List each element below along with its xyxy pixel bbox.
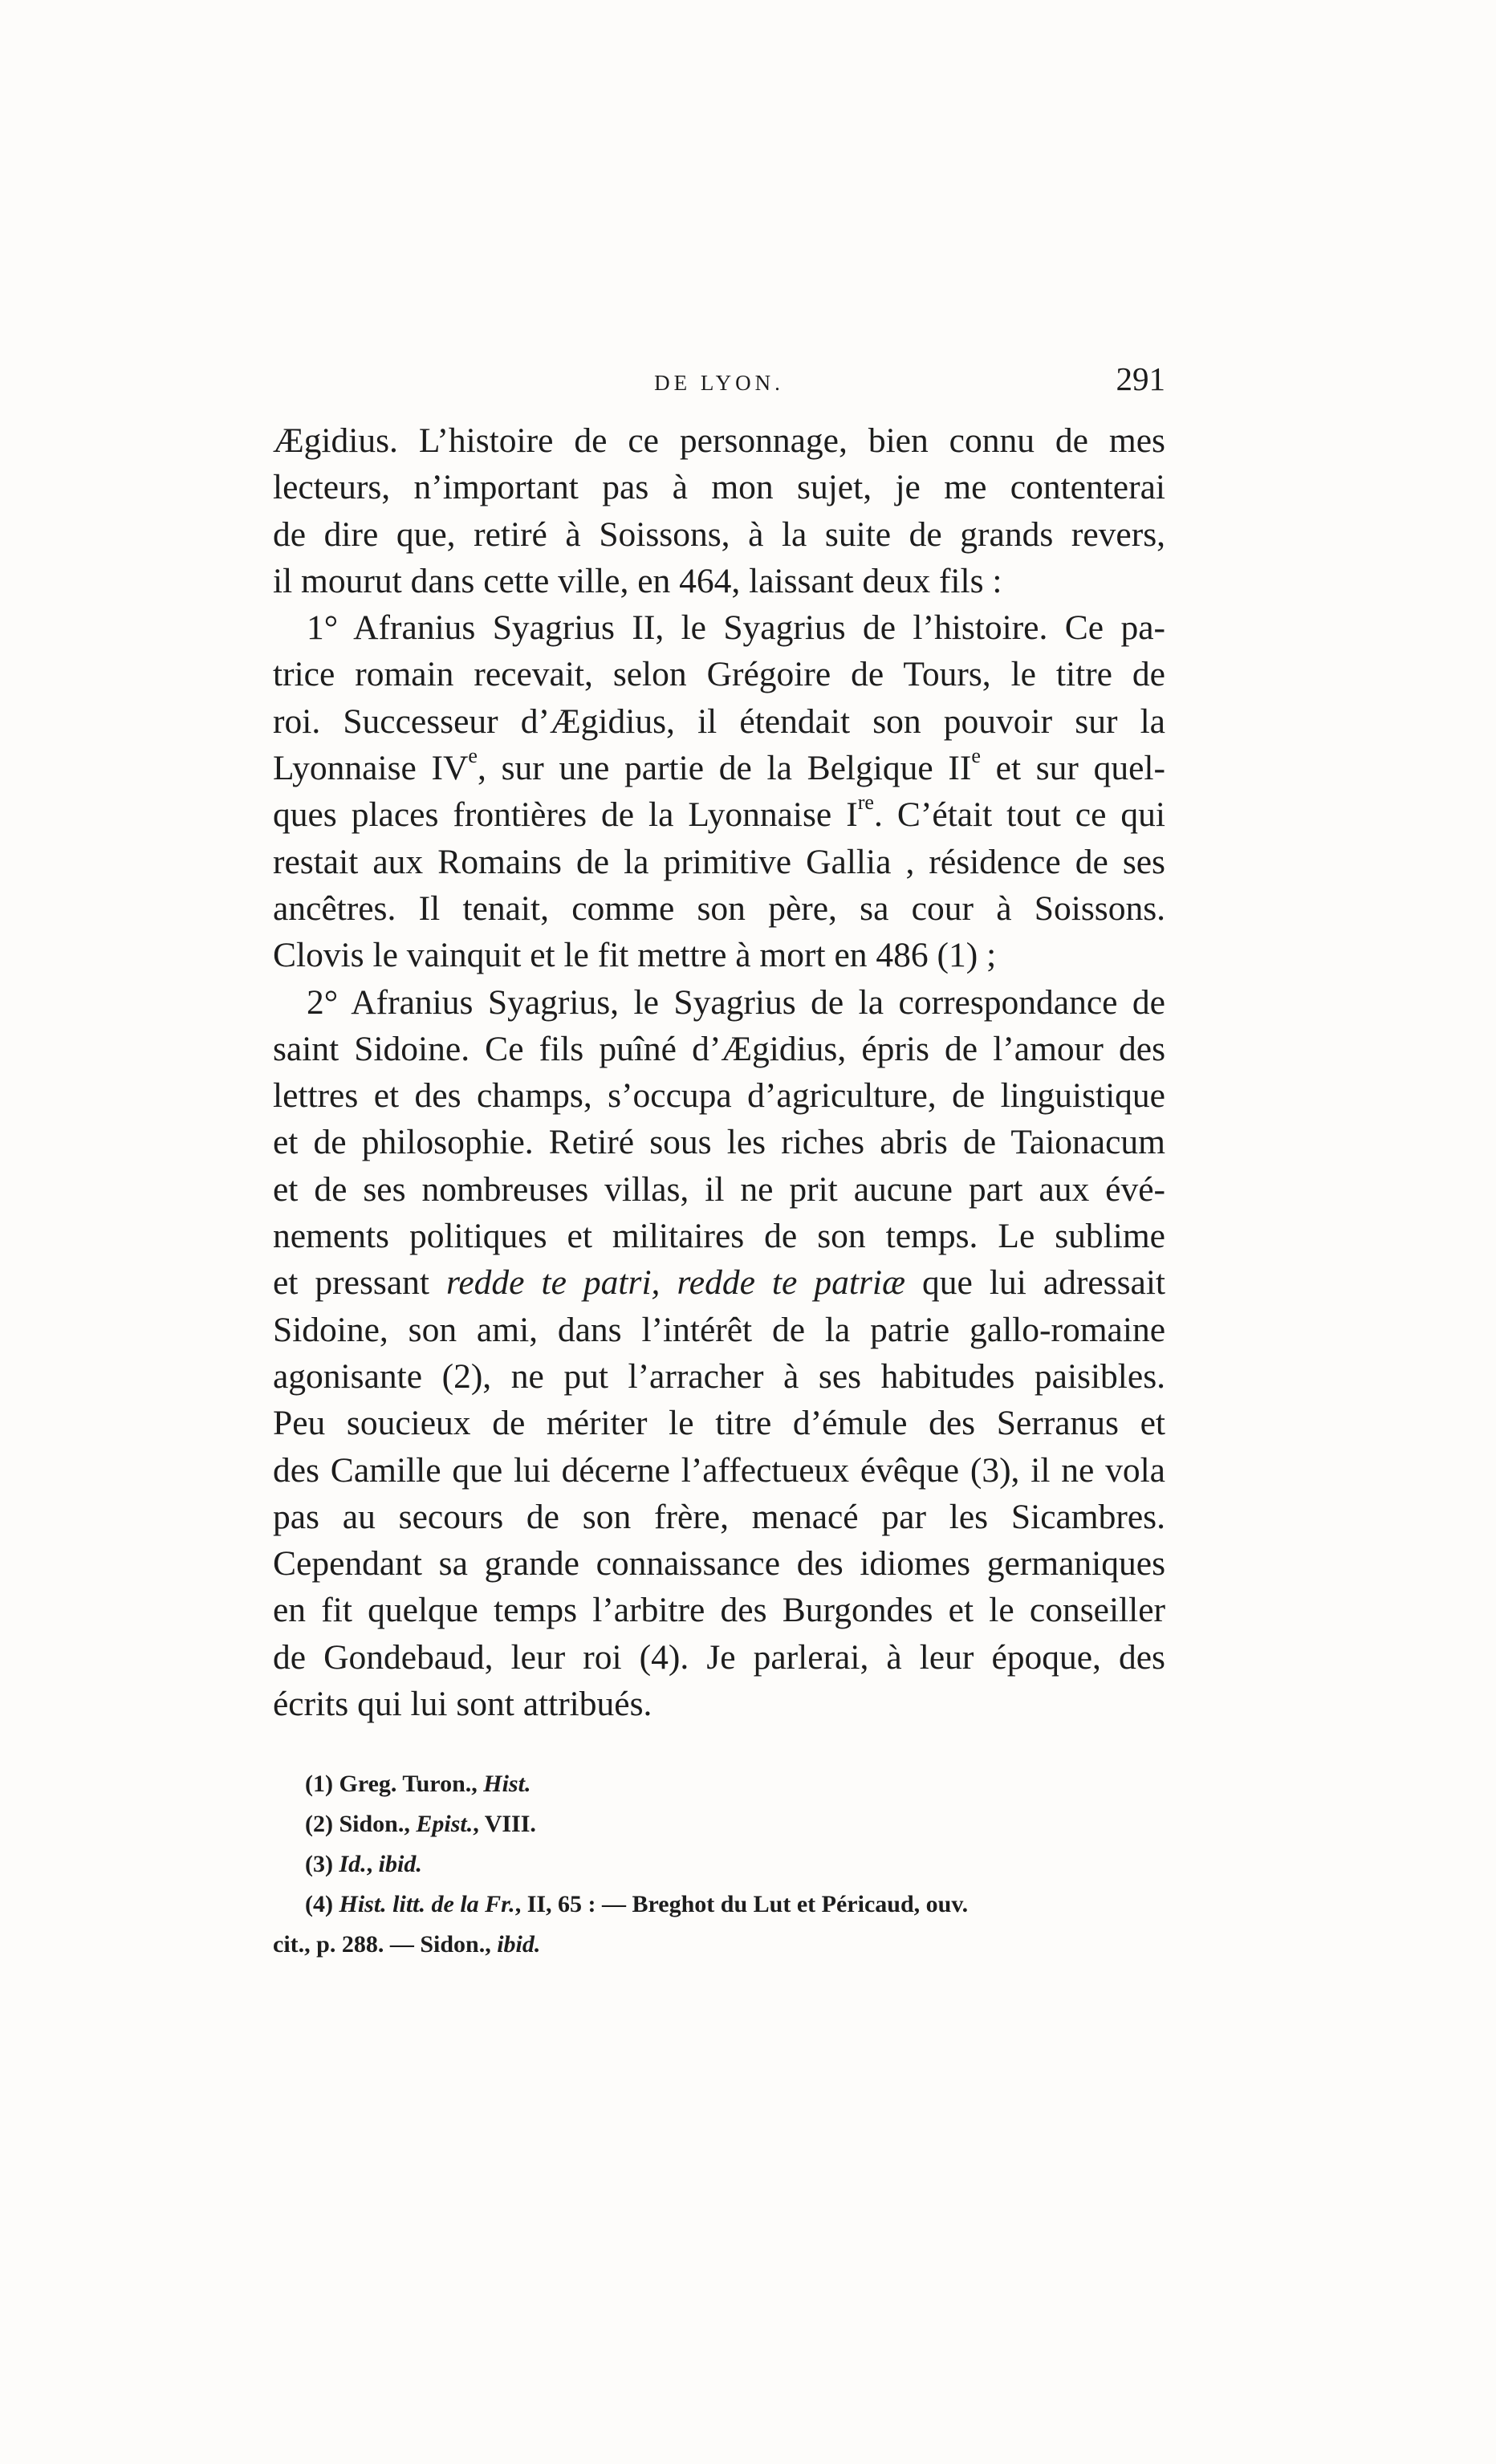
- footnote-text: , VIII.: [473, 1811, 536, 1838]
- footnote-text: (3): [305, 1851, 339, 1878]
- text-line: il mourut dans cette ville, en 464, laissant deux fils :: [273, 561, 1002, 600]
- body-text: [273, 417, 1165, 1727]
- text-line: [273, 745, 1165, 791]
- footnote: [273, 1844, 1165, 1885]
- footnote-text: (1) Greg. Turon.,: [305, 1771, 484, 1798]
- text-segment: , sur une partie de la Belgique II: [478, 749, 972, 788]
- text-line: [273, 1259, 1165, 1306]
- running-head: [273, 353, 1165, 417]
- footnote-text: ,: [366, 1851, 379, 1878]
- footnote-text: (4): [305, 1891, 339, 1918]
- superscript: e: [468, 744, 478, 768]
- text-segment: et pressant: [273, 1263, 447, 1303]
- text-segment: ques places frontières de la Lyonnaise I: [273, 795, 858, 835]
- superscript: e: [971, 744, 981, 768]
- text-segment: Lyonnaise IV: [273, 749, 469, 788]
- footnote: [273, 1804, 1165, 1844]
- text-line: Sidoine, son ami, dans l’intérêt de la patrie gallo-romaine: [273, 1310, 1165, 1349]
- text-line: 1° Afranius Syagrius II, le Syagrius de l’histoire. Ce pa-: [307, 608, 1165, 648]
- text-line: et de ses nombreuses villas, il ne prit aucune part aux évé-: [273, 1169, 1165, 1209]
- text-line: pas au secours de son frère, menacé par les Sicambres.: [273, 1497, 1165, 1536]
- footnote-italic: Epist.: [416, 1811, 474, 1838]
- footnotes: [273, 1764, 1165, 1965]
- text-line: et de philosophie. Retiré sous les riches abris de Taionacum: [273, 1123, 1165, 1162]
- footnote-text: cit., p. 288. — Sidon.,: [273, 1931, 498, 1958]
- text-line: agonisante (2), ne put l’arracher à ses habitudes paisibles.: [273, 1356, 1165, 1396]
- text-line: trice romain recevait, selon Grégoire de Tours, le titre de: [273, 655, 1165, 694]
- text-line: lettres et des champs, s’occupa d’agriculture, de linguistique: [273, 1076, 1165, 1116]
- text-line: Cependant sa grande connaissance des idiomes germaniques: [273, 1544, 1165, 1584]
- footnote-italic: ibid.: [497, 1931, 541, 1958]
- text-line: lecteurs, n’important pas à mon sujet, je me contenterai: [273, 468, 1165, 507]
- footnote: [273, 1885, 1165, 1925]
- text-line: Ægidius. L’histoire de ce personnage, bien connu de mes: [273, 421, 1165, 460]
- text-line: saint Sidoine. Ce fils puîné d’Ægidius, épris de l’amour des: [273, 1029, 1165, 1068]
- text-line: 2° Afranius Syagrius, le Syagrius de la correspondance de: [307, 982, 1165, 1022]
- footnote-text: , II, 65 : — Breghot du Lut et Péricaud, ouv.: [514, 1891, 969, 1918]
- superscript: re: [857, 791, 874, 815]
- text-line: restait aux Romains de la primitive Gallia , résidence de ses: [273, 842, 1165, 881]
- footnote: [273, 1764, 1165, 1804]
- text-segment: et sur quel-: [980, 749, 1166, 788]
- footnote-text: (2) Sidon.,: [305, 1811, 417, 1838]
- footnote-italic: Id.: [339, 1851, 367, 1878]
- text-line: nements politiques et militaires de son temps. Le sublime: [273, 1217, 1165, 1256]
- text-line: de Gondebaud, leur roi (4). Je parlerai, à leur époque, des: [273, 1637, 1165, 1677]
- text-segment: que lui adressait: [905, 1263, 1166, 1303]
- text-line: roi. Successeur d’Ægidius, il étendait son pouvoir sur la: [273, 701, 1165, 741]
- text-segment: . C’était tout ce qui: [873, 795, 1165, 835]
- text-line: Peu soucieux de mériter le titre d’émule des Serranus et: [273, 1404, 1165, 1443]
- footnote-italic: Hist.: [483, 1771, 531, 1798]
- book-page: [273, 353, 1165, 1965]
- text-line: [273, 791, 1165, 838]
- text-line: écrits qui lui sont attribués.: [273, 1685, 652, 1724]
- running-title: DE LYON.: [654, 371, 784, 395]
- text-line: Clovis le vainquit et le fit mettre à mort en 486 (1) ;: [273, 936, 997, 975]
- text-line: des Camille que lui décerne l’affectueux évêque (3), il ne vola: [273, 1450, 1165, 1490]
- footnote-italic: Hist. litt. de la Fr.: [339, 1891, 515, 1918]
- footnote-italic: ibid.: [378, 1851, 422, 1878]
- text-line: de dire que, retiré à Soissons, à la suite de grands revers,: [273, 514, 1165, 554]
- text-line: ancêtres. Il tenait, comme son père, sa cour à Soissons.: [273, 888, 1165, 928]
- text-line: en fit quelque temps l’arbitre des Burgondes et le conseiller: [273, 1591, 1165, 1630]
- page-number: 291: [1116, 360, 1165, 397]
- latin-quote: redde te patri, redde te patriæ: [446, 1263, 905, 1303]
- footnote-continuation: [273, 1925, 1165, 1965]
